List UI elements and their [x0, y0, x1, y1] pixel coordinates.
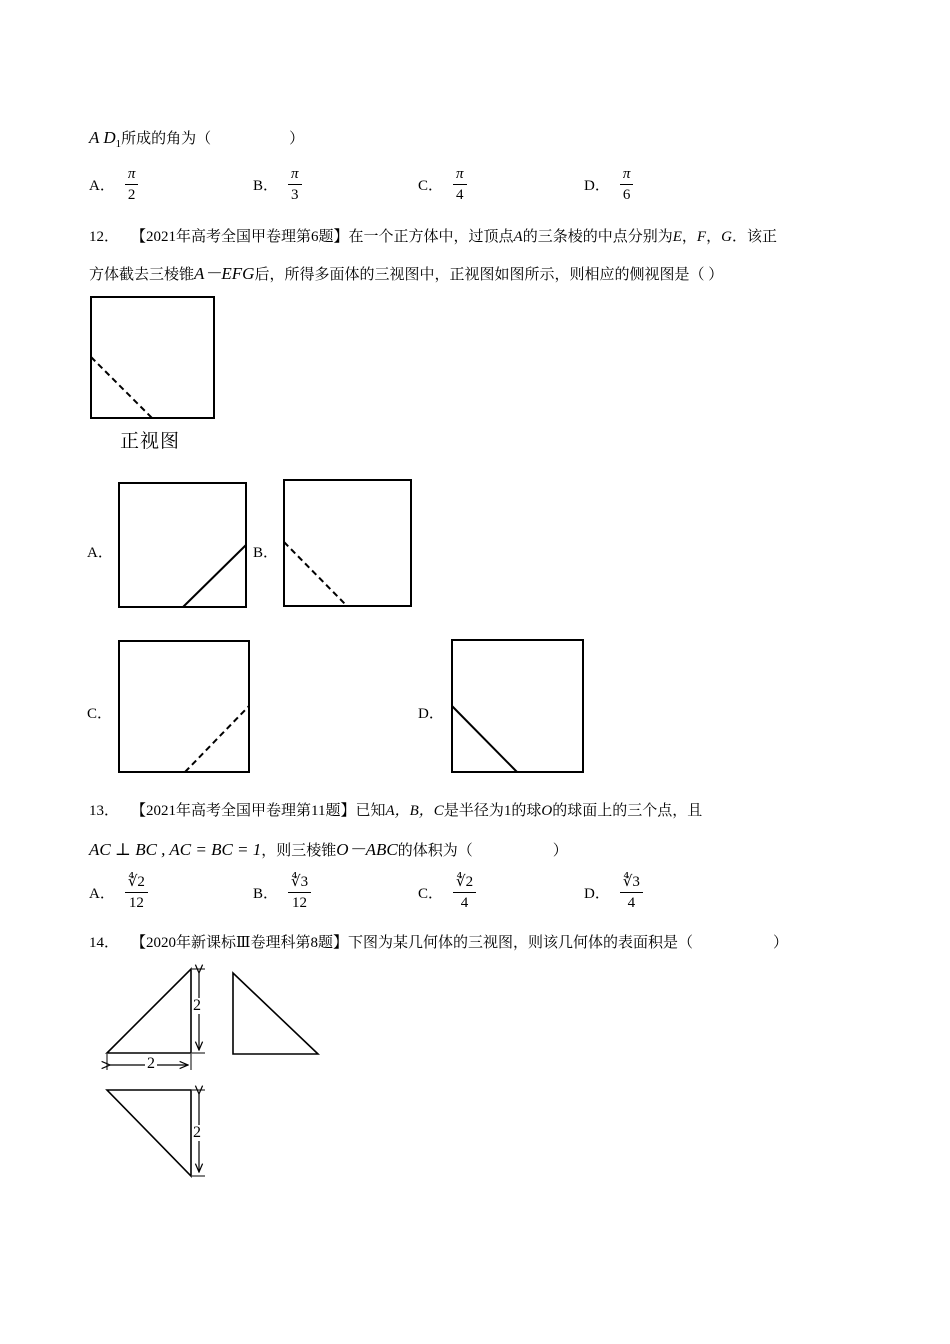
option-label: C．	[418, 886, 444, 902]
option-fraction: $\frac{\pi}{2}$	[125, 164, 139, 205]
q13-option-b[interactable]	[253, 872, 311, 913]
option-fraction: $\frac{∜2}{12}$	[125, 872, 148, 913]
choice-c-square	[119, 641, 249, 772]
q14-front-view-triangle	[107, 969, 191, 1053]
q13-line-2	[89, 835, 568, 860]
q14-dim-label-front-width: 2	[147, 1055, 155, 1072]
q14-close-paren: ）	[773, 935, 789, 951]
q14-dim-label-top-height: 2	[193, 1124, 201, 1141]
q12-source: 【2021年高考全国甲卷理第6题】	[131, 229, 349, 245]
choice-b-dashed-edge	[284, 542, 347, 606]
choice-b-square	[284, 480, 411, 606]
comma: ，	[706, 229, 722, 245]
choice-c-dashed-edge	[185, 706, 249, 772]
var-g: G	[721, 229, 732, 245]
front-view-caption: 正视图	[120, 430, 181, 452]
option-fraction: $\frac{\pi}{3}$	[288, 164, 302, 205]
choice-a-square	[119, 483, 246, 607]
q13-text-b: 是半径为1的球	[443, 803, 542, 819]
q12-text-d: 方体截去三棱锥	[89, 267, 195, 283]
q13-text-e: 的体积为（	[397, 843, 473, 859]
q12-text-a: 在一个正方体中，过顶点	[348, 229, 514, 245]
q14-source: 【2020年新课标Ⅲ卷理科第8题】	[131, 935, 348, 951]
option-label: D．	[584, 178, 610, 194]
q11-text: 所成的角为（	[121, 131, 212, 147]
q13-option-a[interactable]	[89, 872, 148, 913]
q12-text-b: 的三条棱的中点分别为	[522, 229, 673, 245]
q14-side-view-triangle	[233, 973, 318, 1054]
choice-d-solid-edge	[452, 706, 517, 772]
q14-number: 14．	[89, 935, 120, 951]
var-e: E	[672, 229, 682, 245]
q13-number: 13．	[89, 803, 120, 819]
var-o: O	[541, 803, 553, 819]
option-label: A．	[89, 886, 115, 902]
option-fraction: $\frac{\pi}{4}$	[453, 164, 467, 205]
q11-close-paren: ）	[289, 131, 305, 147]
segment-ad: A D	[89, 128, 116, 147]
q13-line-1	[89, 799, 702, 820]
q13-text-d: ，则三棱锥	[261, 843, 337, 859]
segment-ad-subscript: 1	[115, 138, 122, 150]
q14-line-1	[89, 931, 788, 952]
option-fraction: $\frac{∜3}{4}$	[620, 872, 643, 913]
option-label: D．	[584, 886, 610, 902]
var-a: A	[513, 229, 523, 245]
option-label: B．	[253, 886, 279, 902]
option-label: A．	[89, 178, 115, 194]
q14-top-view-triangle	[107, 1090, 191, 1176]
q13-text-c: 的球面上的三个点，且	[552, 803, 703, 819]
q14-text: 下图为某几何体的三视图，则该几何体的表面积是（	[347, 935, 693, 951]
option-label: C．	[418, 178, 444, 194]
front-view-dashed-edge	[91, 357, 152, 418]
option-fraction: $\frac{∜3}{12}$	[288, 872, 311, 913]
choice-c-label[interactable]: C．	[87, 706, 113, 722]
q13-condition: AC ⊥ BC , AC = BC = 1	[89, 840, 262, 859]
choice-d-label[interactable]: D．	[418, 706, 444, 722]
option-label: B．	[253, 178, 279, 194]
q13-source: 【2021年高考全国甲卷理第11题】	[131, 803, 356, 819]
choice-a-solid-edge	[183, 545, 246, 607]
q13-option-c[interactable]	[418, 872, 476, 913]
comma: ，	[681, 229, 697, 245]
q12-number: 12．	[89, 229, 120, 245]
points-abc: A，B，C	[385, 803, 444, 819]
pyramid-o-abc: O－ABC	[336, 840, 398, 859]
front-view-square	[91, 297, 214, 418]
q13-text-a: 已知	[355, 803, 386, 819]
q12-text-e: 后，所得多面体的三视图中，正视图如图所示，则相应的侧视图是（ ）	[254, 267, 724, 283]
q12-text-c: ．该正	[731, 229, 777, 245]
q14-dim-label-front-height: 2	[193, 997, 201, 1014]
option-fraction: $\frac{∜2}{4}$	[453, 872, 476, 913]
choice-d-square	[452, 640, 583, 772]
option-fraction: $\frac{\pi}{6}$	[620, 164, 634, 205]
pyramid-a-efg: A－EFG	[194, 264, 255, 283]
q13-option-d[interactable]	[584, 872, 643, 913]
choice-b-label[interactable]: B．	[253, 545, 279, 561]
choice-a-label[interactable]: A．	[87, 545, 113, 561]
var-f: F	[696, 229, 707, 245]
q13-close-paren: ）	[552, 843, 568, 859]
